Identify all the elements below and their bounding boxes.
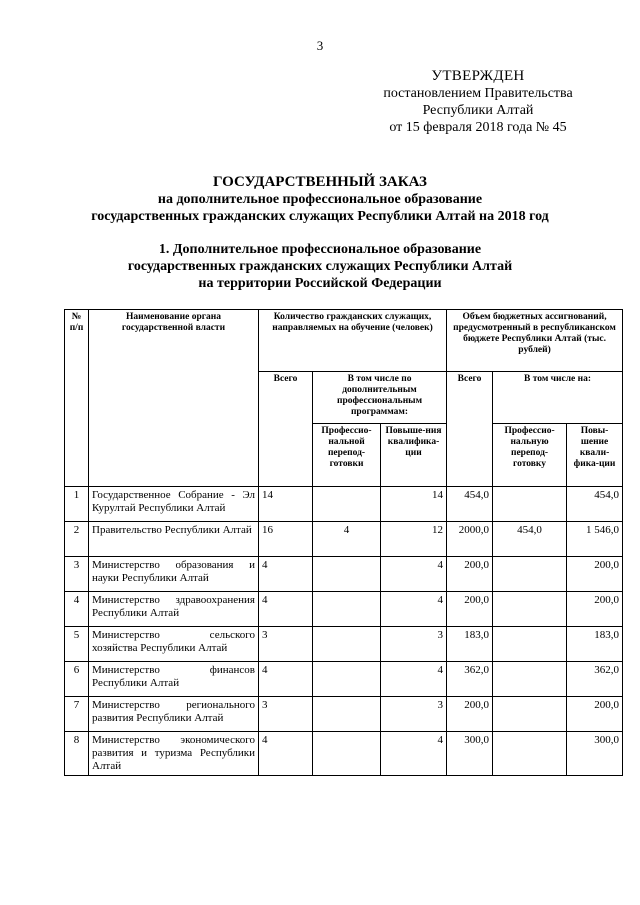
row-upgrade: 4 <box>381 662 447 697</box>
row-budget-retrain <box>493 732 567 776</box>
row-num: 5 <box>65 627 89 662</box>
row-budget-retrain <box>493 697 567 732</box>
row-upgrade: 12 <box>381 522 447 557</box>
row-budget-upgrade: 454,0 <box>567 487 623 522</box>
table-row <box>65 662 623 697</box>
row-upgrade: 3 <box>381 627 447 662</box>
row-retrain <box>313 732 381 776</box>
row-total: 4 <box>259 732 313 776</box>
row-budget-retrain: 454,0 <box>493 522 567 557</box>
table-row <box>65 592 623 627</box>
row-budget-total: 362,0 <box>447 662 493 697</box>
header-num: № п/п <box>65 310 89 487</box>
row-retrain <box>313 487 381 522</box>
header-count-including: В том числе по дополнительным профессиональным программам: <box>313 372 447 424</box>
row-total: 14 <box>259 487 313 522</box>
row-budget-retrain <box>493 662 567 697</box>
row-budget-retrain <box>493 557 567 592</box>
approval-line-date: от 15 февраля 2018 года № 45 <box>389 120 567 135</box>
row-budget-upgrade: 183,0 <box>567 627 623 662</box>
row-budget-upgrade: 200,0 <box>567 592 623 627</box>
row-retrain <box>313 592 381 627</box>
state-order-table <box>64 309 623 776</box>
row-org: Министерство экономического развития и туризма Республики Алтай <box>89 732 259 776</box>
header-count-upgrade: Повыше-ния квалифика-ции <box>381 424 447 487</box>
row-budget-total: 200,0 <box>447 592 493 627</box>
title-subtitle-1: на дополнительное профессиональное образование <box>157 192 483 207</box>
row-budget-upgrade: 362,0 <box>567 662 623 697</box>
approval-title: УТВЕРЖДЕН <box>431 68 525 84</box>
header-count-retraining: Профессио-нальной перепод-готовки <box>313 424 381 487</box>
title-main: ГОСУДАРСТВЕННЫЙ ЗАКАЗ <box>213 174 427 190</box>
row-org: Министерство финансов Республики Алтай <box>89 662 259 697</box>
row-budget-upgrade: 1 546,0 <box>567 522 623 557</box>
row-num: 3 <box>65 557 89 592</box>
row-org: Министерство регионального развития Республики Алтай <box>89 697 259 732</box>
row-org: Государственное Собрание - Эл Курултай Республики Алтай <box>89 487 259 522</box>
section-heading <box>0 241 640 292</box>
table-row <box>65 557 623 592</box>
table-row <box>65 522 623 557</box>
header-budget-including: В том числе на: <box>493 372 623 424</box>
row-org: Министерство образования и науки Республики Алтай <box>89 557 259 592</box>
row-budget-total: 2000,0 <box>447 522 493 557</box>
row-total: 3 <box>259 697 313 732</box>
approval-line-republic: Республики Алтай <box>422 103 534 118</box>
row-num: 8 <box>65 732 89 776</box>
header-count-total: Всего <box>259 372 313 487</box>
row-retrain: 4 <box>313 522 381 557</box>
header-budget-total: Всего <box>447 372 493 487</box>
row-budget-total: 454,0 <box>447 487 493 522</box>
row-upgrade: 3 <box>381 697 447 732</box>
section-heading-line-3: на территории Российской Федерации <box>198 276 442 291</box>
approval-line-decree: постановлением Правительства <box>383 86 573 101</box>
header-count-group: Количество гражданских служащих, направляемых на обучение (человек) <box>259 310 447 372</box>
row-budget-total: 200,0 <box>447 697 493 732</box>
row-upgrade: 4 <box>381 732 447 776</box>
page-number: 3 <box>316 38 324 53</box>
row-budget-retrain <box>493 487 567 522</box>
section-heading-line-1: 1. Дополнительное профессиональное образование <box>158 242 482 257</box>
row-retrain <box>313 697 381 732</box>
section-heading-line-2: государственных гражданских служащих Республики Алтай <box>127 259 513 274</box>
row-org: Министерство сельского хозяйства Республики Алтай <box>89 627 259 662</box>
row-num: 7 <box>65 697 89 732</box>
header-budget-group: Объем бюджетных ассигнований, предусмотренный в республиканском бюджете Республики Алтай (тыс. рублей) <box>447 310 623 372</box>
row-num: 4 <box>65 592 89 627</box>
row-num: 1 <box>65 487 89 522</box>
row-org: Министерство здравоохранения Республики Алтай <box>89 592 259 627</box>
row-retrain <box>313 662 381 697</box>
row-retrain <box>313 557 381 592</box>
row-upgrade: 4 <box>381 557 447 592</box>
row-total: 4 <box>259 592 313 627</box>
title-subtitle-2: государственных гражданских служащих Республики Алтай на 2018 год <box>91 209 549 224</box>
row-total: 4 <box>259 557 313 592</box>
header-budget-upgrade: Повы-шение квали-фика-ции <box>567 424 623 487</box>
header-budget-retraining: Профессио-нальную перепод-готовку <box>493 424 567 487</box>
row-budget-upgrade: 200,0 <box>567 697 623 732</box>
row-upgrade: 4 <box>381 592 447 627</box>
row-budget-retrain <box>493 592 567 627</box>
row-budget-total: 200,0 <box>447 557 493 592</box>
approval-stamp <box>360 68 596 136</box>
row-total: 4 <box>259 662 313 697</box>
table-row <box>65 627 623 662</box>
row-budget-total: 183,0 <box>447 627 493 662</box>
row-num: 2 <box>65 522 89 557</box>
document-title <box>0 174 640 225</box>
row-total: 3 <box>259 627 313 662</box>
table-row <box>65 487 623 522</box>
table-row <box>65 732 623 776</box>
row-upgrade: 14 <box>381 487 447 522</box>
row-budget-retrain <box>493 627 567 662</box>
row-budget-upgrade: 200,0 <box>567 557 623 592</box>
row-org: Правительство Республики Алтай <box>89 522 259 557</box>
row-budget-total: 300,0 <box>447 732 493 776</box>
row-retrain <box>313 627 381 662</box>
row-num: 6 <box>65 662 89 697</box>
row-budget-upgrade: 300,0 <box>567 732 623 776</box>
row-total: 16 <box>259 522 313 557</box>
table-row <box>65 697 623 732</box>
header-org: Наименование органа государственной власти <box>89 310 259 487</box>
